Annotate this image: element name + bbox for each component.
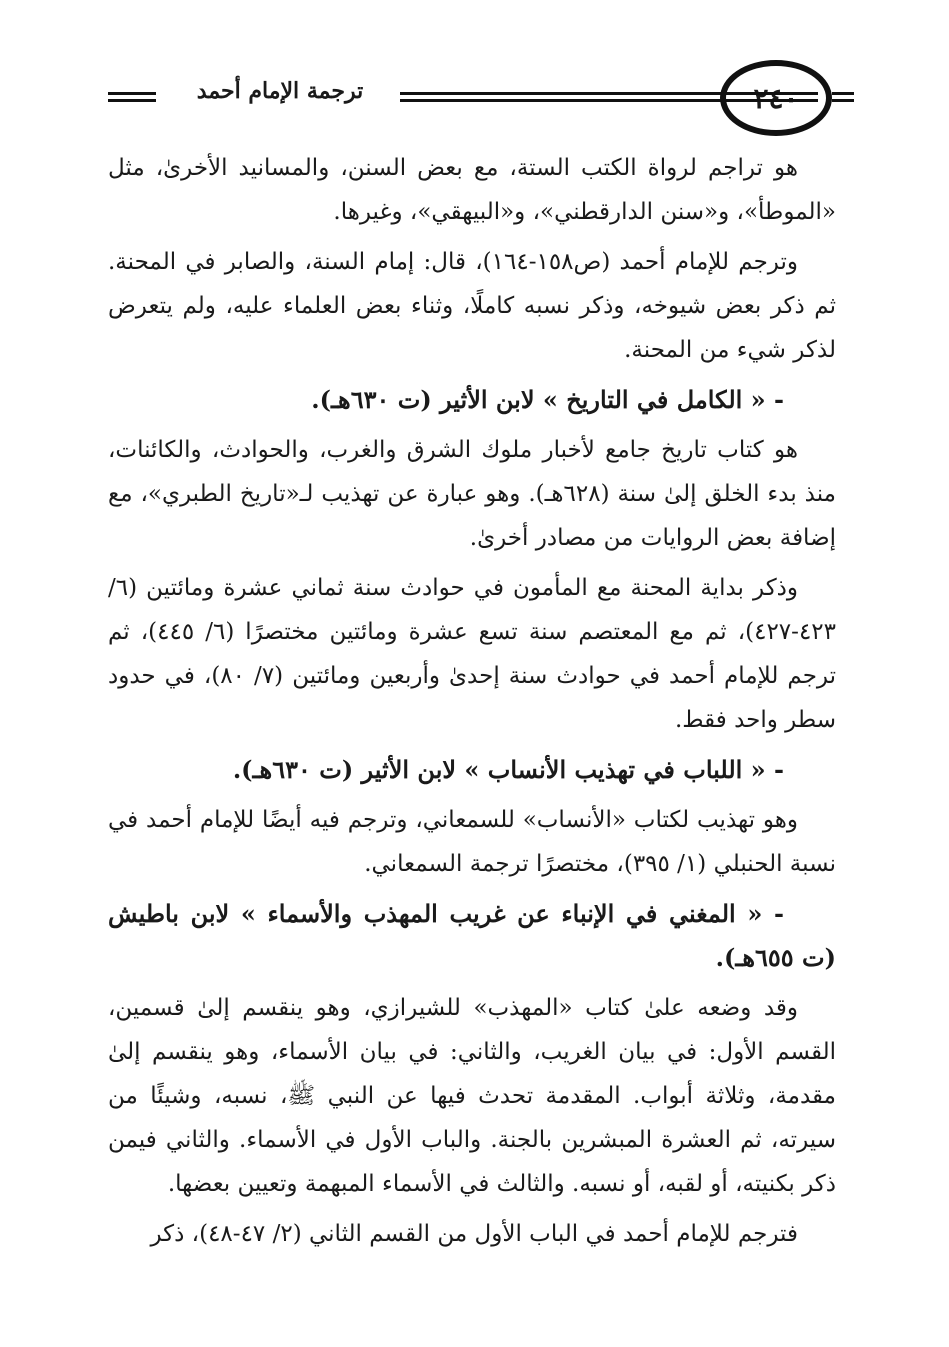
header-rule-tail (832, 92, 854, 102)
paragraph: هو كتاب تاريخ جامع لأخبار ملوك الشرق والغرب، والحوادث، والكائنات، منذ بدء الخلق إلىٰ سنة (٦٢٨هـ). وهو عبارة عن تهذيب لـ«تاريخ الطبري»، مع إضافة بعض الروايات من مصادر أخرىٰ. (108, 437, 836, 551)
book-entry-heading: - « الكامل في التاريخ » لابن الأثير (ت ٦٣٠هـ). (311, 385, 784, 414)
paragraph: هو تراجم لرواة الكتب الستة، مع بعض السنن، والمسانيد الأخرىٰ، مثل «الموطأ»، و«سنن الدارقطني»، و«البيهقي»، وغيرها. (108, 155, 836, 225)
paragraph: وقد وضعه علىٰ كتاب «المهذب» للشيرازي، وهو ينقسم إلىٰ قسمين، القسم الأول: في بيان الغريب، والثاني: في بيان الأسماء، وهو ينقسم إلىٰ مقدمة، وثلاثة أبواب. المقدمة تحدث فيها عن النبي ﷺ، نسبه، وشيئًا من سيرته، ثم العشرة المبشرين بالجنة. والباب الأول في الأسماء. والثاني فيمن ذكر بكنيته، أو لقبه، أو نسبه. والثالث في الأسماء المبهمة وتعيين بعضها. (108, 995, 836, 1197)
page-header (100, 60, 840, 140)
page-body (108, 146, 836, 1262)
header-rule-left (108, 92, 156, 102)
paragraph: فترجم للإمام أحمد في الباب الأول من القسم الثاني (٢/ ٤٧-٤٨)، ذكر (150, 1221, 798, 1247)
running-title: ترجمة الإمام أحمد (196, 78, 364, 104)
book-entry-heading: - « المغني في الإنباء عن غريب المهذب والأسماء » لابن باطيش (ت ٦٥٥هـ). (108, 899, 836, 972)
header-rule-right (400, 92, 818, 102)
book-entry-heading: - « اللباب في تهذيب الأنساب » لابن الأثير (ت ٦٣٠هـ). (232, 755, 784, 784)
paragraph: وهو تهذيب لكتاب «الأنساب» للسمعاني، وترجم فيه أيضًا للإمام أحمد في نسبة الحنبلي (١/ ٣٩٥)، مختصرًا ترجمة السمعاني. (108, 807, 836, 877)
paragraph: وذكر بداية المحنة مع المأمون في حوادث سنة ثماني عشرة ومائتين (٦/ ٤٢٣-٤٢٧)، ثم مع المعتصم سنة تسع عشرة ومائتين مختصرًا (٦/ ٤٤٥)، ثم ترجم للإمام أحمد في حوادث سنة إحدىٰ وأربعين ومائتين (٧/ ٨٠)، في حدود سطر واحد فقط. (108, 575, 836, 733)
page-number: ٢٤٠ (753, 81, 799, 115)
paragraph: وترجم للإمام أحمد (ص١٥٨-١٦٤)، قال: إمام السنة، والصابر في المحنة. ثم ذكر بعض شيوخه، وذكر نسبه كاملًا، وثناء بعض العلماء عليه، ولم يتعرض لذكر شيء من المحنة. (108, 249, 836, 363)
